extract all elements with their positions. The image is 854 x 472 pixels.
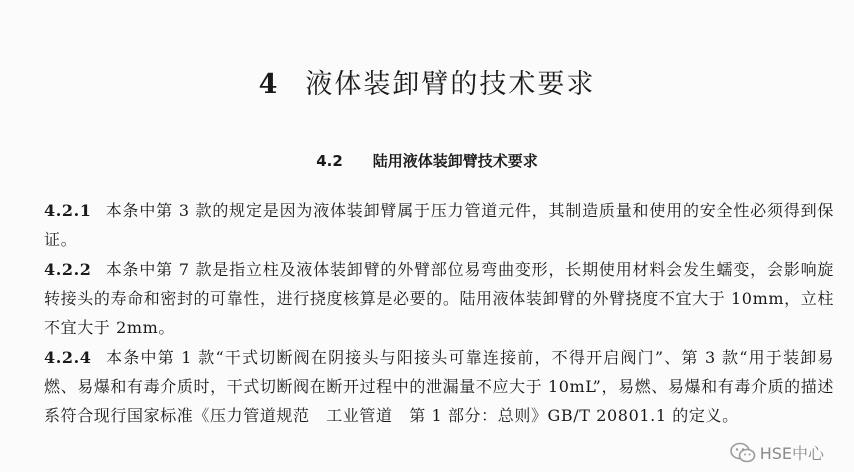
watermark-text: HSE中心: [759, 444, 824, 463]
paragraph-text: 本条中第 1 款“干式切断阀在阴接头与阳接头可靠连接前，不得开启阀门”、第 3 款“用于装卸易燃、易爆和有毒介质时，干式切断阀在断开过程中的泄漏量不应大于 10mL”，易燃、易爆和有毒介质的描述系符合现行国家标准《压力管道规范 工业管道 第 1 部分：总则》GB/T 20801.1 的定义。: [44, 348, 834, 425]
clause-number: 4.2.2: [44, 260, 92, 279]
chapter-number: 4: [258, 69, 280, 100]
section-title: [0, 150, 854, 171]
paragraph-text: 本条中第 3 款的规定是因为液体装卸臂属于压力管道元件，其制造质量和使用的安全性必须得到保证。: [44, 201, 834, 249]
clause-number: 4.2.4: [44, 348, 92, 367]
paragraph-text: 本条中第 7 款是指立柱及液体装卸臂的外臂部位易弯曲变形，长期使用材料会发生蠕变，会影响旋转接头的寿命和密封的可靠性，进行挠度核算是必要的。陆用液体装卸臂的外臂挠度不宜大于 10mm，立柱不宜大于 2mm。: [44, 260, 834, 337]
clause-number: 4.2.1: [44, 201, 92, 220]
wechat-icon: [730, 442, 756, 464]
paragraph-4-2-1: [44, 196, 834, 254]
chapter-title-text: 液体装卸臂的技术要求: [305, 69, 596, 100]
section-number: 4.2: [316, 152, 343, 170]
chapter-title: [0, 62, 854, 101]
paragraph-4-2-2: [44, 255, 834, 342]
watermark: [730, 441, 824, 464]
paragraph-4-2-4: [44, 343, 834, 430]
section-title-text: 陆用液体装卸臂技术要求: [372, 152, 538, 170]
